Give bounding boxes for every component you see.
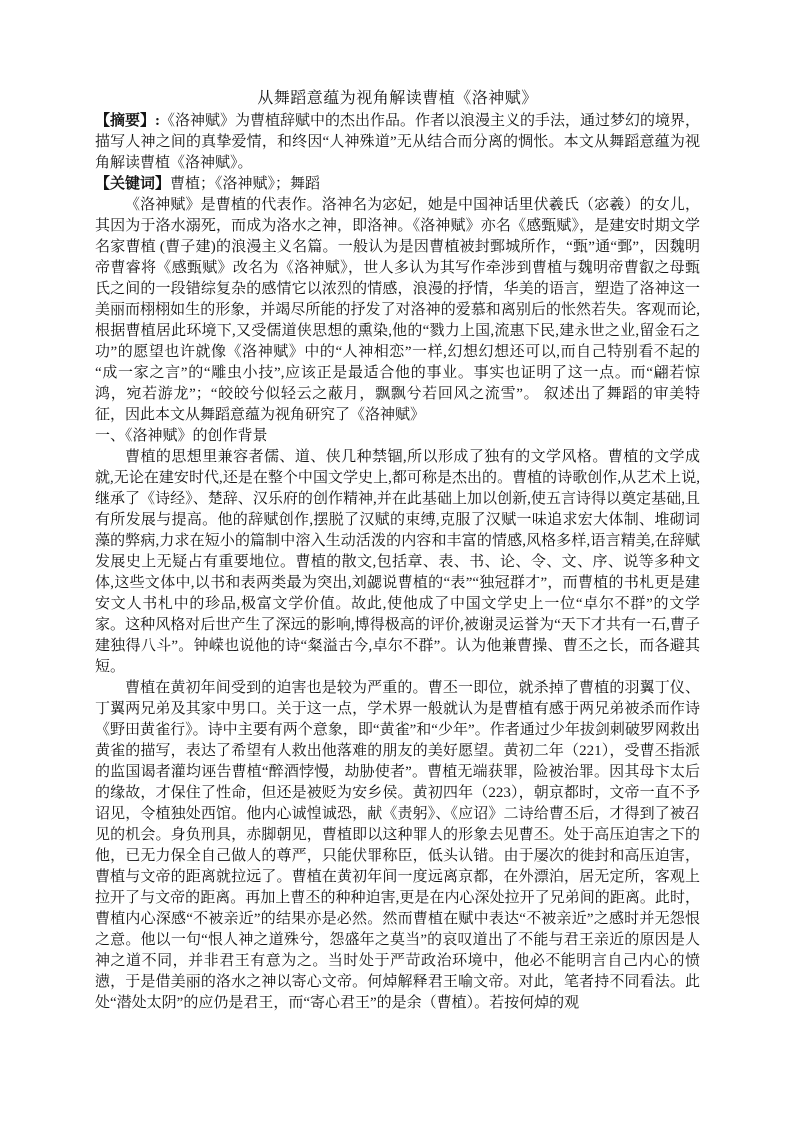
- keywords-line: [95, 174, 700, 195]
- page-title: 从舞蹈意蕴为视角解读曹植《洛神赋》: [257, 90, 538, 107]
- abstract-label: 【摘要】:: [95, 113, 160, 129]
- keywords-label: 【关键词】: [95, 176, 171, 192]
- abstract-paragraph: [95, 111, 700, 174]
- section1-heading: 一、《洛神赋》的创作背景: [95, 428, 268, 444]
- section1-paragraph-2: 曹植在黄初年间受到的迫害也是较为严重的。曹丕一即位，就杀掉了曹植的羽翼丁仪、丁翼两兄弟及其家中男口。关于这一点，学术界一般就认为是曹植有感于两兄弟被杀而作诗《野田黄雀行》。诗中主要有两个意象，即“黄雀”和“少年”。作者通过少年拔剑刺破罗网救出黄雀的描写，表达了希望有人救出他落难的朋友的美好愿望。黄初二年（221），受曹丕指派的监国谒者灌均诬告曹植“醉酒悖慢，劫胁使者”。曹植无端获罪，险被治罪。因其母卞太后的缘故，才保住了性命，但还是被贬为安乡侯。黄初四年（223），朝京都时，文帝一直不予诏见，令植独处西馆。他内心诚惶诚恐，献《责躬》、《应诏》二诗给曹丕后，才得到了被召见的机会。身负刑具，赤脚朝见，曹植即以这种罪人的形象去见曹丕。处于高压迫害之下的他，已无力保全自己做人的尊严，只能伏罪称臣，低头认错。由于屡次的徙封和高压迫害，曹植与文帝的距离就拉远了。曹植在黄初年间一度远离京都，在外漂泊，居无定所，客观上拉开了与文帝的距离。再加上曹丕的种种迫害,更是在内心深处拉开了兄弟间的距离。此时，曹植内心深感“不被亲近”的结果亦是必然。然而曹植在赋中表达“不被亲近”之感时并无怨恨之意。他以一句“恨人神之道殊兮，怨盛年之莫当”的哀叹道出了不能与君王亲近的原因是人神之道不同，并非君王有意为之。当时处于严苛政治环境中，他必不能明言自己内心的愤懑，于是借美丽的洛水之神以寄心文帝。何焯解释君王喻文帝。对此，笔者持不同看法。此处“潜处太阴”的应仍是君王，而“寄心君王”的是余（曹植）。若按何焯的观: [95, 680, 700, 1011]
- keywords-text: 曹植；《洛神赋》；舞蹈: [170, 176, 321, 192]
- abstract-text: 《洛神赋》为曹植辞赋中的杰出作品。作者以浪漫主义的手法，通过梦幻的境界，描写人神之间的真挚爱情，和终因“人神殊道”无从结合而分离的惆怅。本文从舞蹈意蕴为视角解读曹植《洛神赋》。: [95, 113, 701, 171]
- intro-paragraph: 《洛神赋》是曹植的代表作。洛神名为宓妃，她是中国神话里伏羲氏（宓羲）的女儿，其因为于洛水溺死，而成为洛水之神，即洛神。《洛神赋》亦名《感甄赋》，是建安时期文学名家曹植 (曹子建)的浪漫主义名篇。一般认为是因曹植被封鄄城所作，“甄”通“鄄”，因魏明帝曹睿将《感甄赋》改名为《洛神赋》，世人多认为其写作牵涉到曹植与魏明帝曹叡之母甄氏之间的一段错综复杂的感情它以浓烈的情感，浪漫的抒情，华美的语言，塑造了洛神这一美丽而栩栩如生的形象，并竭尽所能的抒发了对洛神的爱慕和离别后的怅然若失。客观而论,根据曹植居此环境下,又受儒道侠思想的熏染,他的“戮力上国,流惠下民,建永世之业,留金石之功”的愿望也许就像《洛神赋》中的“人神相恋”一样,幻想幻想还可以,而自己特别看不起的 “成一家之言”的“雕虫小技”,应该正是最适合他的事业。事实也证明了这一点。而“翩若惊鸿，宛若游龙”；“皎皎兮似轻云之蔽月，飘飘兮若回风之流雪”。 叙述出了舞蹈的审美特征，因此本文从舞蹈意蕴为视角研究了《洛神赋》: [95, 197, 700, 423]
- section1-paragraph-1: 曹植的思想里兼容者儒、道、侠几种禁锢,所以形成了独有的文学风格。曹植的文学成就,无论在建安时代,还是在整个中国文学史上,都可称是杰出的。曹植的诗歌创作,从艺术上说,继承了《诗经》、楚辞、汉乐府的创作精神,并在此基础上加以创新,使五言诗得以奠定基础,且有所发展与提高。他的辞赋创作,摆脱了汉赋的束缚,克服了汉赋一味追求宏大体制、堆砌词藻的弊病,力求在短小的篇制中溶入生动活泼的内容和丰富的情感,风格多样,语言精美,在辞赋发展史上无疑占有重要地位。曹植的散文,包括章、表、书、论、令、文、序、说等多种文体,这些文体中,以书和表两类最为突出,刘勰说曹植的“表”“独冠群才”，而曹植的书札更是建安文人书札中的珍品,极富文学价值。故此,使他成了中国文学史上一位“卓尔不群”的文学家。这种风格对后世产生了深远的影响,博得极高的评价,被谢灵运誉为“天下才共有一石,曹子建独得八斗”。钟嵘也说他的诗“粲溢古今,卓尔不群”。认为他兼曹操、曹丕之长，而各避其短。: [95, 449, 700, 675]
